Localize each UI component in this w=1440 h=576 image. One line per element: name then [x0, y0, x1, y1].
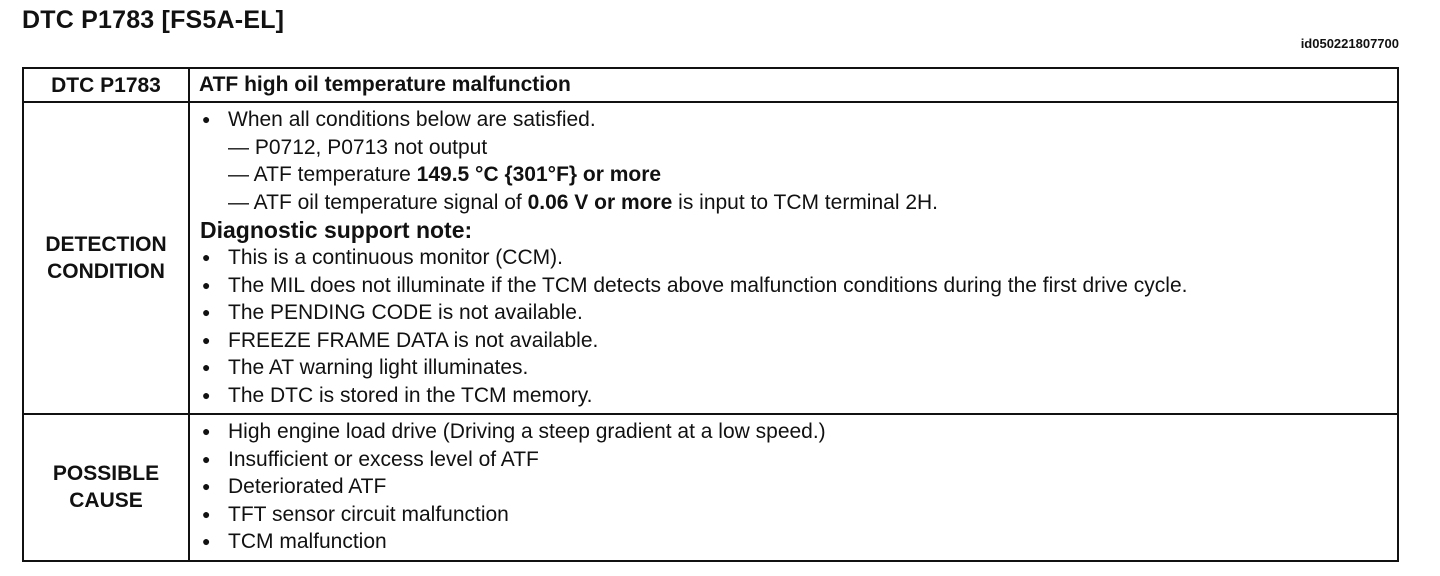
cause-text: Deteriorated ATF: [228, 475, 387, 498]
list-item: [202, 299, 1389, 327]
cause-text: TCM malfunction: [228, 530, 387, 553]
condition-1: — P0712, P0713 not output: [228, 135, 488, 159]
possible-cause-label-cell: [23, 414, 189, 561]
possible-cause-row: [23, 414, 1398, 561]
list-item: [202, 418, 1389, 446]
cause-text: High engine load drive (Driving a steep gradient at a low speed.): [228, 420, 826, 443]
detection-label-line1: DETECTION: [45, 233, 167, 256]
bullet-icon: ●: [202, 111, 211, 127]
note-text: The DTC is stored in the TCM memory.: [228, 383, 593, 407]
list-item: [202, 106, 1389, 134]
list-item: [202, 244, 1389, 272]
document-id: id050221807700: [1300, 36, 1399, 51]
dtc-code-cell: DTC P1783: [23, 68, 189, 102]
bullet-icon: ●: [202, 359, 211, 375]
bullet-icon: ●: [202, 478, 211, 494]
detection-row: [23, 102, 1398, 414]
header-row: [23, 68, 1398, 102]
possible-cause-label-line2: CAUSE: [69, 489, 143, 513]
list-item: [202, 528, 1389, 556]
page-title: DTC P1783 [FS5A-EL]: [22, 6, 285, 34]
cause-text: Insufficient or excess level of ATF: [228, 447, 539, 471]
condition-item: [202, 134, 1389, 162]
condition-item: [202, 161, 1389, 189]
possible-cause-label-line1: POSSIBLE: [52, 462, 160, 486]
condition-3-suffix: is input to TCM terminal 2H.: [672, 190, 939, 214]
condition-item: [202, 189, 1389, 217]
note-text: The MIL does not illuminate if the TCM detects above malfunction conditions during the first drive cycle.: [228, 273, 1188, 297]
bullet-icon: ●: [202, 386, 211, 403]
detection-intro: When all conditions below are satisfied.: [228, 108, 596, 131]
cause-text: TFT sensor circuit malfunction: [228, 502, 509, 526]
detection-label-line2: CONDITION: [47, 260, 165, 283]
bullet-icon: ●: [202, 505, 211, 522]
diagnostic-note-heading: Diagnostic support note:: [200, 217, 473, 243]
note-text: FREEZE FRAME DATA is not available.: [228, 328, 599, 352]
bullet-icon: ●: [202, 423, 211, 439]
list-item: [202, 327, 1389, 355]
list-item: [202, 272, 1389, 300]
dtc-description-cell: ATF high oil temperature malfunction: [189, 68, 1398, 102]
detection-label-cell: [23, 102, 189, 414]
list-item: [202, 473, 1389, 501]
possible-cause-content-cell: [189, 414, 1398, 561]
note-text: This is a continuous monitor (CCM).: [228, 246, 563, 269]
list-item: [202, 501, 1389, 529]
note-text: The PENDING CODE is not available.: [228, 301, 583, 324]
condition-2-value: 149.5 °C {301°F} or more: [416, 163, 662, 186]
bullet-icon: ●: [202, 450, 211, 467]
bullet-icon: ●: [202, 331, 211, 348]
note-text: The AT warning light illuminates.: [228, 356, 529, 379]
bullet-icon: ●: [202, 276, 211, 293]
bullet-icon: ●: [202, 533, 211, 549]
condition-3-value: 0.06 V or more: [527, 190, 673, 214]
dtc-table: [22, 67, 1399, 562]
bullet-icon: ●: [202, 304, 211, 320]
list-item: [202, 354, 1389, 382]
list-item: [202, 382, 1389, 410]
condition-2-prefix: — ATF temperature: [228, 163, 417, 186]
list-item: [202, 446, 1389, 474]
condition-3-prefix: — ATF oil temperature signal of: [228, 190, 528, 214]
bullet-icon: ●: [202, 249, 211, 265]
detection-content-cell: [189, 102, 1398, 414]
